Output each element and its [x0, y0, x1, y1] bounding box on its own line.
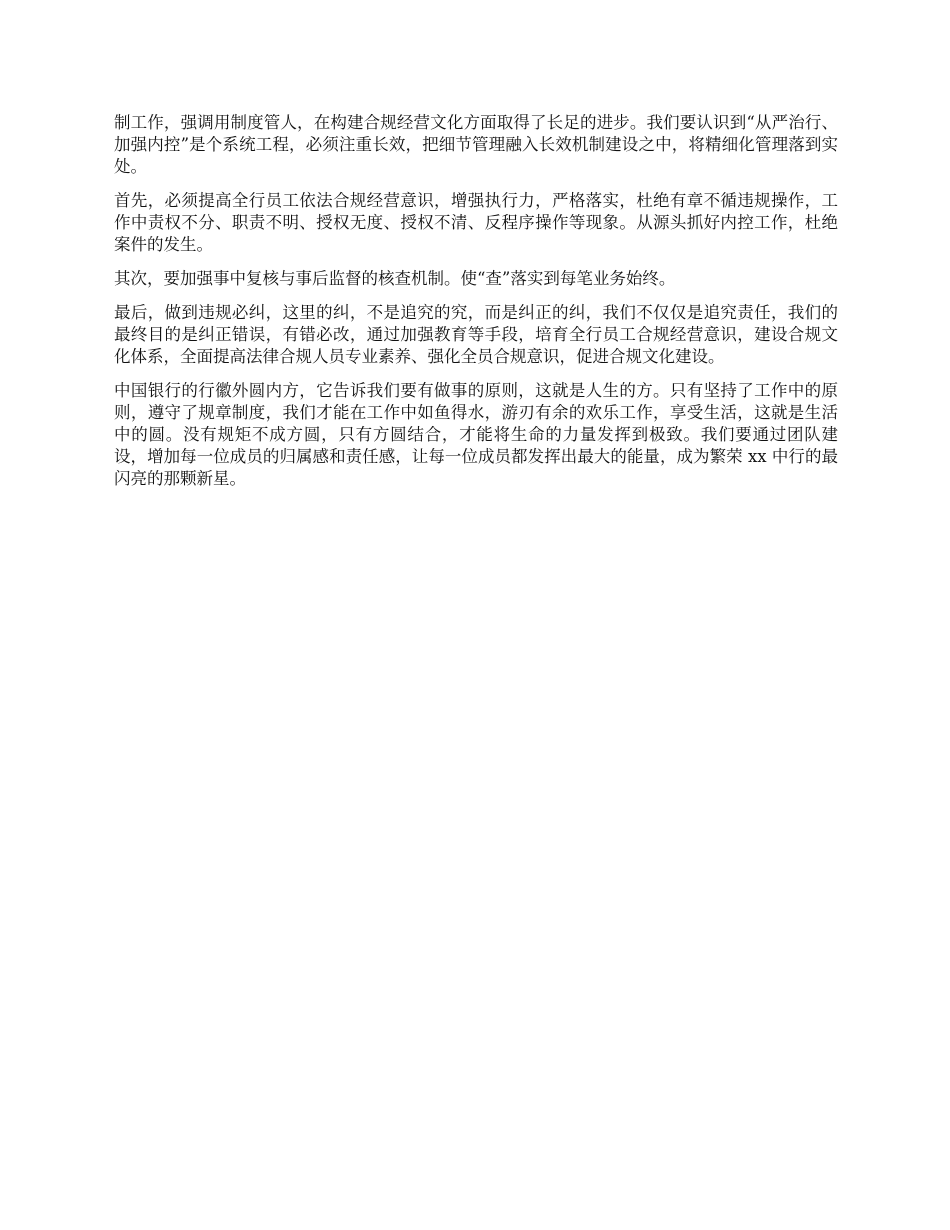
paragraph-4: 最后，做到违规必纠，这里的纠，不是追究的究，而是纠正的纠，我们不仅仅是追究责任，我们的最终目的是纠正错误，有错必改，通过加强教育等手段，培育全行员工合规经营意识，建设合规文化体系，全面提高法律合规人员专业素养、强化全员合规意识，促进合规文化建设。 [114, 303, 838, 366]
paragraph-2: 首先，必须提高全行员工依法合规经营意识，增强执行力，严格落实，杜绝有章不循违规操作，工作中责权不分、职责不明、授权无度、授权不清、反程序操作等现象。从源头抓好内控工作，杜绝案件的发生。 [114, 191, 838, 254]
paragraph-5: 中国银行的行徽外圆内方，它告诉我们要有做事的原则，这就是人生的方。只有坚持了工作中的原则，遵守了规章制度，我们才能在工作中如鱼得水，游刃有余的欢乐工作，享受生活，这就是生活中的圆。没有规矩不成方圆，只有方圆结合，才能将生命的力量发挥到极致。我们要通过团队建设，增加每一位成员的归属感和责任感，让每一位成员都发挥出最大的能量，成为繁荣 xx 中行的最闪亮的那颗新星。 [114, 381, 838, 488]
paragraph-1: 制工作，强调用制度管人，在构建合规经营文化方面取得了长足的进步。我们要认识到“从严治行、加强内控”是个系统工程，必须注重长效，把细节管理融入长效机制建设之中，将精细化管理落到实处。 [114, 113, 838, 176]
paragraph-3: 其次，要加强事中复核与事后监督的核查机制。使“查”落实到每笔业务始终。 [114, 269, 676, 288]
document-body [114, 112, 838, 502]
